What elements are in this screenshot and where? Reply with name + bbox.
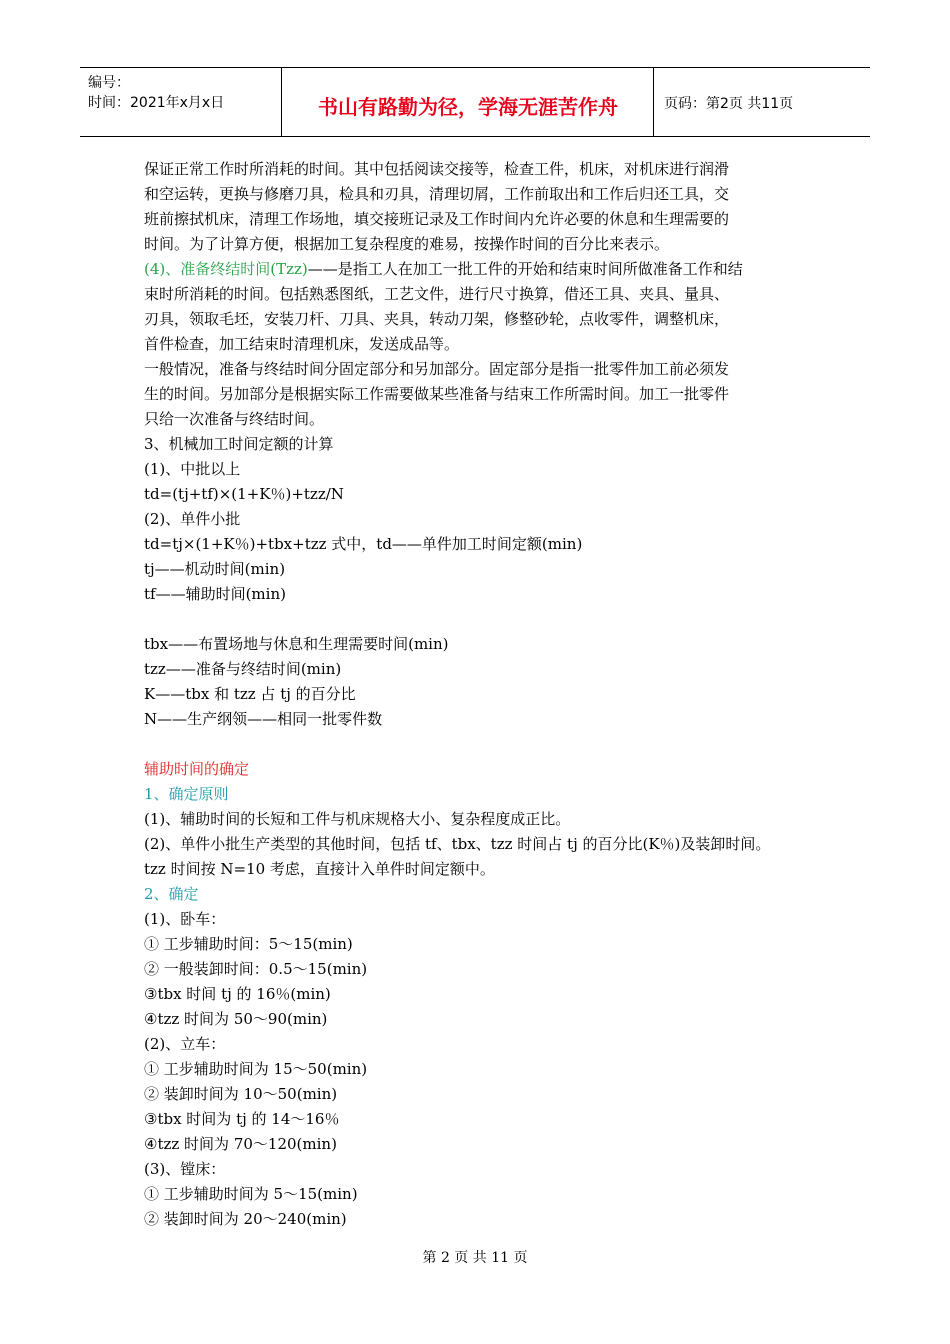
text-line: 3、机械加工时间定额的计算 [144,435,334,453]
text-line: tzz——准备与终结时间(min) [144,660,342,678]
text-line: (3)、镗床： [144,1160,226,1178]
document-date-label: 时间：2021年x月x日 [88,95,225,111]
text-line: (1)、卧车： [144,910,226,928]
text-line: tzz 时间按 N=10 考虑，直接计入单件时间定额中。 [144,860,495,878]
document-body [144,157,824,1232]
text-line: td=(tj+tf)×(1+K％)+tzz/N [144,485,344,503]
header-motto: 书山有路勤为径，学海无涯苦作舟 [318,95,618,119]
text-line: K——tbx 和 tzz 占 tj 的百分比 [144,685,356,703]
text-line: 首件检查，加工结束时清理机床，发送成品等。 [144,335,460,353]
text-line: 辅助时间的确定 [144,760,250,778]
header-table [80,67,870,137]
text-line: 班前擦拭机床，清理工作场地，填交接班记录及工作时间内允许必要的休息和生理需要的 [144,210,730,228]
text-line: ③tbx 时间为 tj 的 14～16％ [144,1110,340,1128]
header-page-info: 页码：第2页 共11页 [664,96,794,112]
text-line: (2)、立车： [144,1035,226,1053]
text-line: 生的时间。另加部分是根据实际工作需要做某些准备与结束工作所需时间。加工一批零件 [144,385,730,403]
text-line: 和空运转，更换与修磨刀具，检具和刃具，清理切屑，工作前取出和工作后归还工具，交 [144,185,730,203]
section-heading-prefix: (4)、准备终结时间(Tzz) [144,260,308,278]
text-line: ① 工步辅助时间为 15～50(min) [144,1060,368,1078]
text-line: ② 装卸时间为 20～240(min) [144,1210,347,1228]
text-line: (1)、中批以上 [144,460,241,478]
text-line: (2)、单件小批 [144,510,241,528]
text-line: 2、确定 [144,885,199,903]
text-line: tj——机动时间(min) [144,560,286,578]
text-line: ④tzz 时间为 70～120(min) [144,1135,337,1153]
text-line: tbx——布置场地与休息和生理需要时间(min) [144,635,449,653]
text-line: ② 一般装卸时间：0.5～15(min) [144,960,368,978]
text-line [144,257,824,282]
text-line: ② 装卸时间为 10～50(min) [144,1085,338,1103]
text-line: 一般情况，准备与终结时间分固定部分和另加部分。固定部分是指一批零件加工前必须发 [144,360,730,378]
page-footer: 第 2 页 共 11 页 [422,1250,528,1266]
document-number-label: 编号： [88,75,130,91]
text-line: 保证正常工作时所消耗的时间。其中包括阅读交接等，检查工件，机床，对机床进行润滑 [144,160,730,178]
text-line: 束时所消耗的时间。包括熟悉图纸，工艺文件，进行尺寸换算，借还工具、夹具、量具、 [144,285,730,303]
line-text: ——是指工人在加工一批工件的开始和结束时间所做准备工作和结 [307,260,743,278]
text-line: ① 工步辅助时间：5～15(min) [144,935,353,953]
text-line: 时间。为了计算方便，根据加工复杂程度的难易，按操作时间的百分比来表示。 [144,235,670,253]
text-line: tf——辅助时间(min) [144,585,286,603]
text-line: td=tj×(1+K％)+tbx+tzz 式中，td——单件加工时间定额(min) [144,535,583,553]
text-line: 1、确定原则 [144,785,229,803]
text-line: ④tzz 时间为 50～90(min) [144,1010,328,1028]
text-line: 刃具，领取毛坯，安装刀杆、刀具、夹具，转动刀架，修整砂轮，点收零件，调整机床， [144,310,730,328]
text-line [144,732,824,757]
header-motto-cell [282,68,654,136]
text-line [144,607,824,632]
header-page-cell [654,68,870,136]
header-info-cell [80,68,282,136]
text-line: N——生产纲领——相同一批零件数 [144,710,383,728]
text-line: 只给一次准备与终结时间。 [144,410,325,428]
text-line: (2)、单件小批生产类型的其他时间，包括 tf、tbx、tzz 时间占 tj 的百分比(K％)及装卸时间。 [144,835,771,853]
text-line: ① 工步辅助时间为 5～15(min) [144,1185,358,1203]
text-line: (1)、辅助时间的长短和工件与机床规格大小、复杂程度成正比。 [144,810,571,828]
text-line: ③tbx 时间 tj 的 16％(min) [144,985,331,1003]
